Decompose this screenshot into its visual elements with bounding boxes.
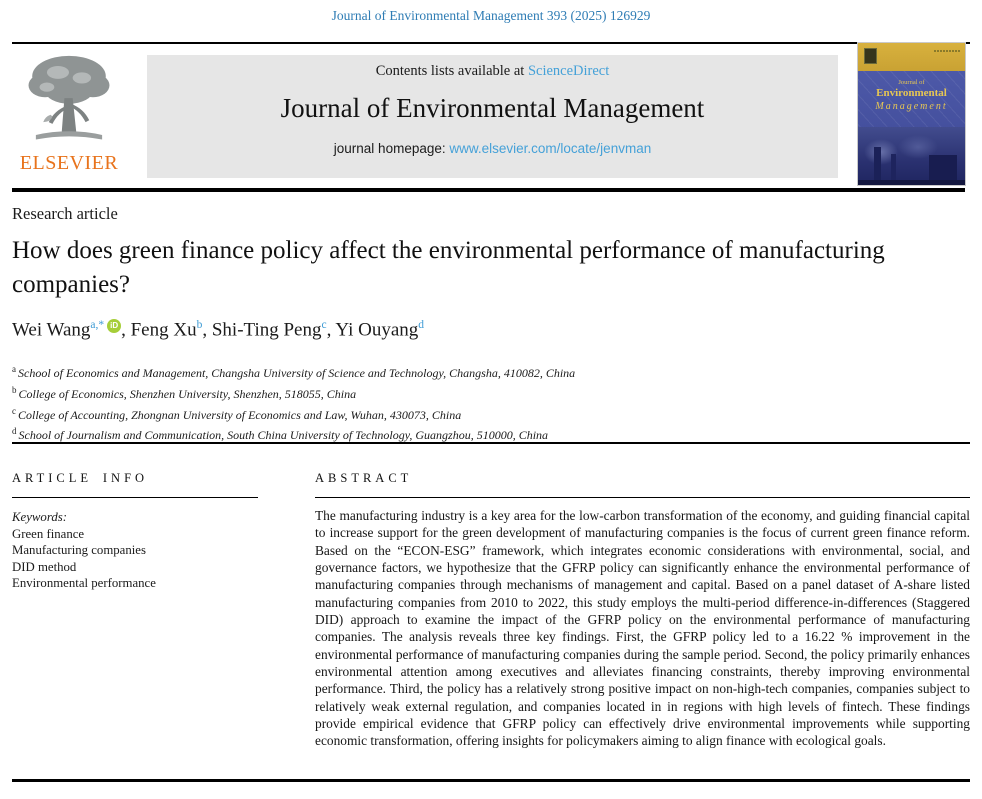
- cover-title-line2: Environmental: [876, 87, 947, 99]
- author-name: Feng Xu: [130, 319, 197, 341]
- contents-line: [147, 63, 838, 80]
- affiliation-text: School of Economics and Management, Changsha University of Science and Technology, Changsha, 410082, China: [18, 366, 576, 380]
- orcid-icon[interactable]: iD: [107, 319, 121, 333]
- affiliation-marker: d: [12, 426, 17, 437]
- sciencedirect-link[interactable]: ScienceDirect: [527, 63, 610, 79]
- divider-bottom: [12, 779, 970, 782]
- article-info-heading: ARTICLE INFO: [12, 471, 149, 485]
- cover-smokestacks-image: [858, 127, 965, 185]
- article-title: How does green finance policy affect the environmental performance of manufacturing companies?: [12, 237, 885, 298]
- affiliation-marker: a: [12, 364, 16, 374]
- keyword-item: Manufacturing companies: [12, 543, 146, 558]
- affiliation-marker: c: [12, 405, 16, 416]
- author-affil-marker: d: [418, 319, 424, 331]
- affiliation-marker: b: [12, 384, 17, 395]
- journal-cover-thumbnail[interactable]: [858, 43, 965, 185]
- author-separator: ,: [121, 319, 131, 341]
- abstract-heading: ABSTRACT: [315, 471, 413, 485]
- cover-title-line3: Management: [875, 101, 948, 112]
- author-affil-marker: b: [196, 319, 203, 331]
- elsevier-wordmark: ELSEVIER: [19, 152, 119, 174]
- divider-abstract-top: [12, 442, 970, 444]
- keyword-item: Environmental performance: [12, 576, 156, 591]
- affiliation-text: College of Economics, Shenzhen University, Shenzhen, 518055, China: [18, 386, 357, 401]
- author-affil-marker: a,*: [90, 319, 105, 331]
- keywords-label: Keywords:: [12, 510, 67, 524]
- cover-body: [858, 71, 965, 185]
- divider-header: [12, 188, 965, 192]
- homepage-link[interactable]: www.elsevier.com/locate/jenvman: [449, 141, 652, 156]
- divider-top: [12, 42, 970, 44]
- divider-article-info: [12, 497, 258, 498]
- author-name: Wei Wang: [12, 319, 91, 341]
- affiliation-text: School of Journalism and Communication, South China University of Technology, Guangzhou, 510000, China: [18, 428, 549, 443]
- author-separator: ,: [326, 319, 336, 341]
- affiliation-text: College of Accounting, Zhongnan University of Economics and Law, Wuhan, 430073, China: [18, 407, 462, 422]
- author-affil-marker: c: [321, 319, 327, 331]
- cover-emblem-icon: [864, 48, 877, 64]
- author-name: Shi-Ting Peng: [211, 319, 322, 341]
- abstract-section: [315, 471, 970, 750]
- affiliation-list: [12, 361, 712, 444]
- journal-title: Journal of Environmental Management: [280, 93, 705, 123]
- homepage-line: [147, 141, 838, 156]
- abstract-text: The manufacturing industry is a key area for the low-carbon transformation of the economy, and guiding financial capital to increase support for the green development of manufacturing companies is the focus of current green finance reform. Based on the “ECON-ESG” framework, which integrates economic considerations with environmental, social, and governance factors, we hypothesize that the GFRP policy can significantly enhance the environmental performance of manufacturing companies through mechanisms of management and capital. Based on a panel dataset of A-share listed manufacturing companies from 2010 to 2022, this study employs the multi-period difference-in-differences (Staggered DID) approach to examine the impact of the GFRP policy on the environmental performance of manufacturing companies. The analysis reveals three key findings. First, the GFRP policy led to a 16.22 % improvement in the environmental performance of manufacturing companies during the sample period. Second, the policy primarily enhances environmental attention among executives and alleviates financing constraints, thereby improving environmental performance. Third, the policy has a relatively strong positive impact on non-high-tech companies, companies subject to relatively weak external regulation, and companies located in in regions with high levels of fintech. These findings provide empirical evidence that GFRP policy can effectively drive environmental improvements while supporting economic transformation, offering insights for policymakers aiming to align finance with ecological goals.: [315, 508, 970, 749]
- cover-title-line1: Journal of: [898, 79, 925, 86]
- cover-tiny-text: [934, 50, 960, 52]
- elsevier-tree-icon: [10, 50, 128, 150]
- affiliation-item: [12, 382, 712, 403]
- keyword-item: Green finance: [12, 526, 85, 541]
- affiliation-item: [12, 361, 712, 382]
- journal-banner: [147, 55, 838, 178]
- journal-citation-link[interactable]: Journal of Environmental Management 393 (2025) 126929: [331, 8, 651, 23]
- keyword-item: DID method: [12, 559, 77, 574]
- homepage-prefix: journal homepage:: [333, 141, 450, 156]
- author-separator: ,: [202, 319, 212, 341]
- author-name: Yi Ouyang: [335, 319, 419, 341]
- cover-gold-band: [858, 43, 965, 71]
- elsevier-logo: [10, 50, 128, 182]
- contents-prefix: Contents lists available at: [375, 63, 528, 79]
- divider-abstract: [315, 497, 970, 498]
- author-list: [12, 319, 424, 341]
- article-info-section: [12, 471, 258, 592]
- keywords-block: [12, 509, 258, 592]
- affiliation-item: [12, 403, 712, 424]
- article-type-label: Research article: [12, 204, 118, 223]
